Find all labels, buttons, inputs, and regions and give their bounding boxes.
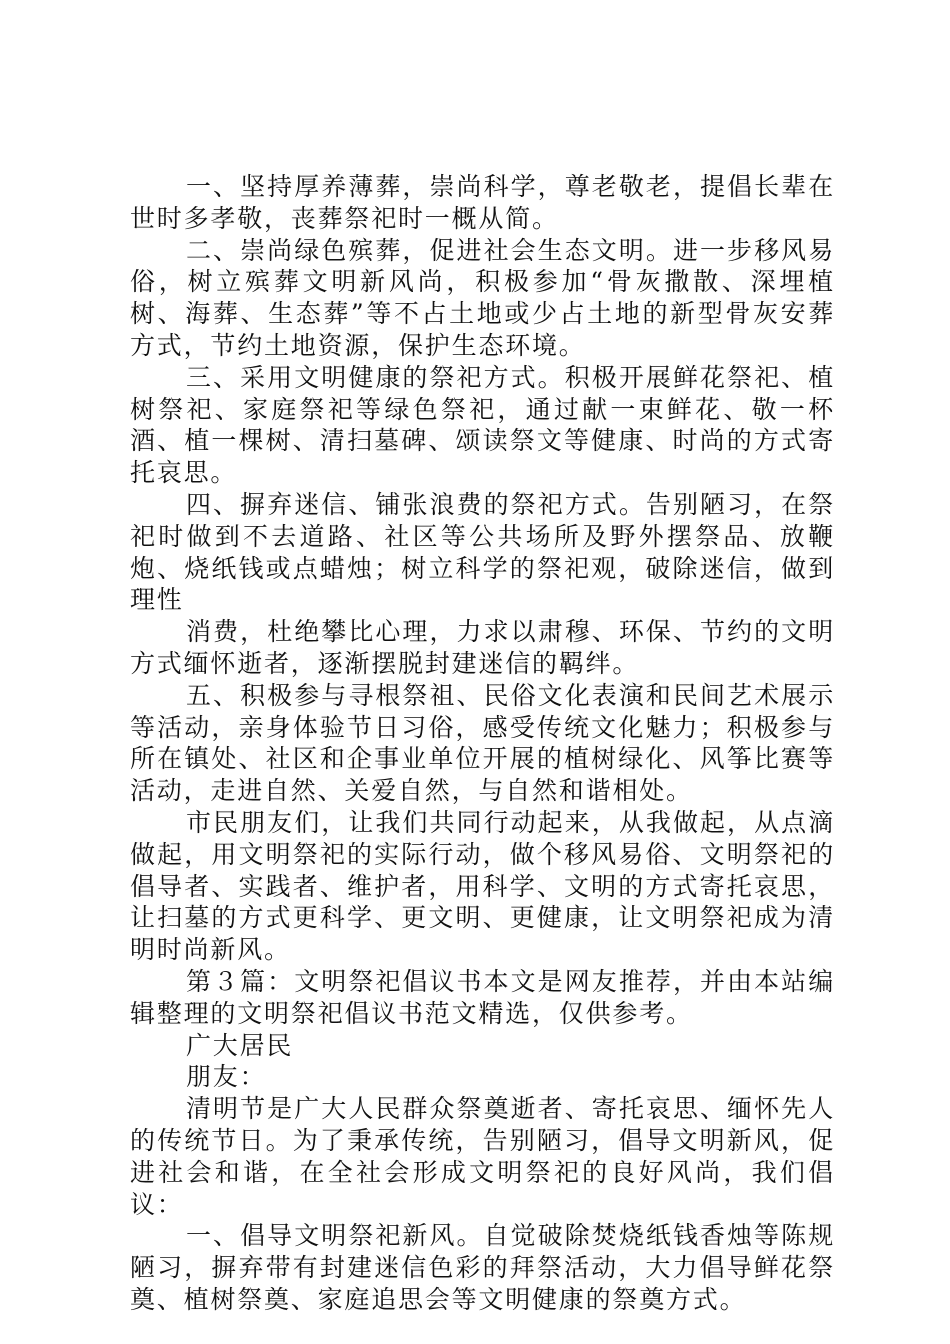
paragraph-6: 五、积极参与寻根祭祖、民俗文化表演和民间艺术展示等活动，亲身体验节日习俗，感受传统文化魅力；积极参与所在镇处、社区和企事业单位开展的植树绿化、风筝比赛等活动，走进自然、关爱自然，与自然和谐相处。 xyxy=(130,680,835,806)
paragraph-4: 四、摒弃迷信、铺张浪费的祭祀方式。告别陋习，在祭祀时做到不去道路、社区等公共场所及野外摆祭品、放鞭炮、烧纸钱或点蜡烛；树立科学的祭祀观，破除迷信，做到理性 xyxy=(130,489,835,615)
paragraph-3: 三、采用文明健康的祭祀方式。积极开展鲜花祭祀、植树祭祀、家庭祭祀等绿色祭祀，通过献一束鲜花、敬一杯酒、植一棵树、清扫墓碑、颂读祭文等健康、时尚的方式寄托哀思。 xyxy=(130,362,835,488)
paragraph-8: 第３篇：文明祭祀倡议书本文是网友推荐，并由本站编辑整理的文明祭祀倡议书范文精选，仅供参考。 xyxy=(130,966,835,1028)
document-body xyxy=(130,171,835,1316)
paragraph-10: 朋友： xyxy=(186,1062,267,1092)
paragraph-9: 广大居民 xyxy=(186,1030,294,1060)
paragraph-7: 市民朋友们，让我们共同行动起来，从我做起，从点滴做起，用文明祭祀的实际行动，做个移风易俗、文明祭祀的倡导者、实践者、维护者，用科学、文明的方式寄托哀思，让扫墓的方式更科学、更文明、更健康，让文明祭祀成为清明时尚新风。 xyxy=(130,807,835,965)
paragraph-5: 消费，杜绝攀比心理，力求以肃穆、环保、节约的文明方式缅怀逝者，逐渐摆脱封建迷信的羁绊。 xyxy=(130,617,835,678)
paragraph-12: 一、倡导文明祭祀新风。自觉破除焚烧纸钱香烛等陈规陋习，摒弃带有封建迷信色彩的拜祭活动，大力倡导鲜花祭奠、植树祭奠、家庭追思会等文明健康的祭奠方式。 xyxy=(130,1221,835,1314)
paragraph-11: 清明节是广大人民群众祭奠逝者、寄托哀思、缅怀先人的传统节日。为了秉承传统，告别陋习，倡导文明新风，促进社会和谐，在全社会形成文明祭祀的良好风尚，我们倡议： xyxy=(130,1094,835,1219)
paragraph-2: 二、崇尚绿色殡葬，促进社会生态文明。进一步移风易俗，树立殡葬文明新风尚，积极参加“骨灰撒散、深埋植树、海葬、生态葬”等不占土地或少占土地的新型骨灰安葬方式，节约土地资源，保护生态环境。 xyxy=(130,235,835,360)
paragraph-1: 一、坚持厚养薄葬，崇尚科学，尊老敬老，提倡长辈在世时多孝敬，丧葬祭祀时一概从简。 xyxy=(130,172,835,233)
